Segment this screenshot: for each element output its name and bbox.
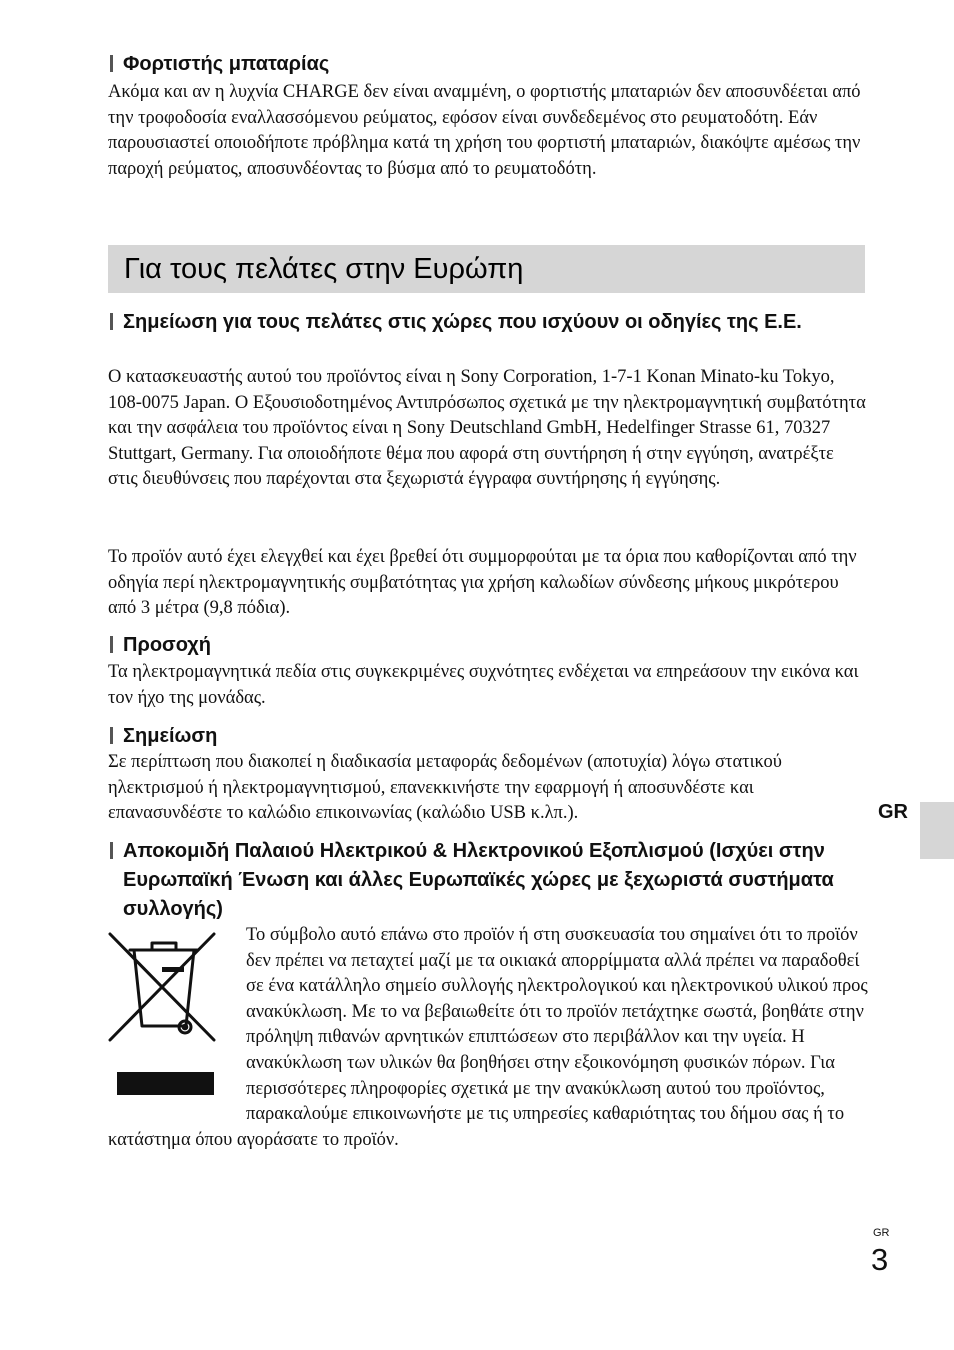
battery-charger-heading: [108, 50, 868, 79]
battery-charger-heading-text: Φορτιστής μπαταρίας: [123, 53, 330, 75]
europe-section-title: Για τους πελάτες στην Ευρώπη: [124, 253, 524, 285]
language-side-label: GR: [878, 801, 908, 823]
disposal-heading: [108, 837, 868, 924]
heading-bar: [110, 313, 113, 330]
symbol-spacer: [108, 923, 246, 1127]
europe-section-banner: [108, 245, 865, 293]
disposal-body-text: Το σύμβολο αυτό επάνω στο προϊόν ή στη συσκευασία του σημαίνει ότι το προϊόν δεν πρέπει να πεταχτεί μαζί με τα οικιακά απορρίμματα αλλά πρέπει να παραδοθεί σε ένα κατάλληλο σημείο συλλογής ηλεκτρολογικού και ηλεκτρονικού υλικού προς ανακύκλωση. Με το να βεβαιωθείτε ότι το προϊόν πετάχτηκε σωστά, βοηθάτε στην πρόληψη πιθανών αρνητικών επιπτώσεων στο περιβάλλον και την υγεία. Η ανακύκλωση των υλικών θα βοηθήσει στην εξοικονόμηση φυσικών πόρων. Για περισσότερες πληροφορίες σχετικά με την ανακύκλωση αυτού του προϊόντος, παρακαλούμε επικοινωνήστε με τις υπηρεσίες καθαριότητας του δήμου σας ή το κατάστημα όπου αγοράσατε το προϊόν.: [108, 925, 868, 1150]
eu-directives-body-2: Το προϊόν αυτό έχει ελεγχθεί και έχει βρεθεί ότι συμμορφούται με τα όρια που καθορίζονται από την οδηγία περί ηλεκτρομαγνητικής συμβατότητας για χρήση καλωδίων σύνδεσης μήκους μικρότερου από 3 μέτρα (9,8 πόδια).: [108, 547, 857, 619]
caution-heading-text: Προσοχή: [123, 634, 211, 656]
heading-bar: [110, 727, 113, 744]
language-side-tab: [920, 802, 954, 859]
caution-body: Τα ηλεκτρομαγνητικά πεδία στις συγκεκριμένες συχνότητες ενδέχεται να επηρεάσουν την εικόνα και τον ήχο της μονάδας.: [108, 662, 859, 708]
eu-directives-heading-text: Σημείωση για τους πελάτες στις χώρες που ισχύουν οι οδηγίες της Ε.Ε.: [123, 311, 802, 333]
heading-bar: [110, 636, 113, 653]
note-heading-text: Σημείωση: [123, 725, 218, 747]
footer-language: GR: [873, 1227, 890, 1239]
eu-directives-body-1: Ο κατασκευαστής αυτού του προϊόντος είναι η Sony Corporation, 1-7-1 Konan Minato-ku Tokyo, 108-0075 Japan. Ο Εξουσιοδοτημένος Αντιπρόσωπος σχετικά με την ηλεκτρομαγνητική συμβατότητα και την ασφάλεια του προϊόντος είναι η Sony Deutschland GmbH, Hedelfinger Strasse 61, 70327 Stuttgart, Germany. Για οποιοδήποτε θέμα που αφορά στη συντήρηση ή στην εγγύηση, ανατρέξτε στις διευθύνσεις που παρέχονται στα ξεχωριστά έγγραφα συντήρησης ή εγγύησης.: [108, 367, 866, 490]
note-body: Σε περίπτωση που διακοπεί η διαδικασία μεταφοράς δεδομένων (αποτυχία) λόγω στατικού ηλεκτρισμού ή ηλεκτρομαγνητισμού, επανεκκινήστε την εφαρμογή ή αποσυνδέστε και επανασυνδέστε το καλώδιο επικοινωνίας (καλώδιο USB κ.λπ.).: [108, 752, 782, 824]
battery-charger-body: Ακόμα και αν η λυχνία CHARGE δεν είναι αναμμένη, ο φορτιστής μπαταριών δεν αποσυνδέεται από την τροφοδοσία εναλλασσόμενου ρεύματος, εφόσον είναι συνδεδεμένος στο ρευματοδότη. Εάν παρουσιαστεί οποιοδήποτε πρόβλημα κατά τη χρήση του φορτιστή μπαταριών, διακόψτε αμέσως την παροχή ρεύματος, αποσυνδέοντας το βύσμα από το ρευματοδότη.: [108, 82, 861, 179]
heading-bar: [110, 55, 113, 72]
page-number: 3: [871, 1242, 889, 1277]
note-heading: [108, 722, 868, 751]
disposal-heading-text: Αποκομιδή Παλαιού Ηλεκτρικού & Ηλεκτρονικού Εξοπλισμού (Ισχύει στην Ευρωπαϊκή Ένωση και άλλες Ευρωπαϊκές χώρες με ξεχωριστά συστήματα συλλογής): [123, 840, 834, 920]
disposal-body: [108, 923, 868, 1153]
caution-heading: [108, 631, 868, 660]
eu-directives-heading: [108, 308, 868, 337]
heading-bar: [110, 842, 113, 859]
